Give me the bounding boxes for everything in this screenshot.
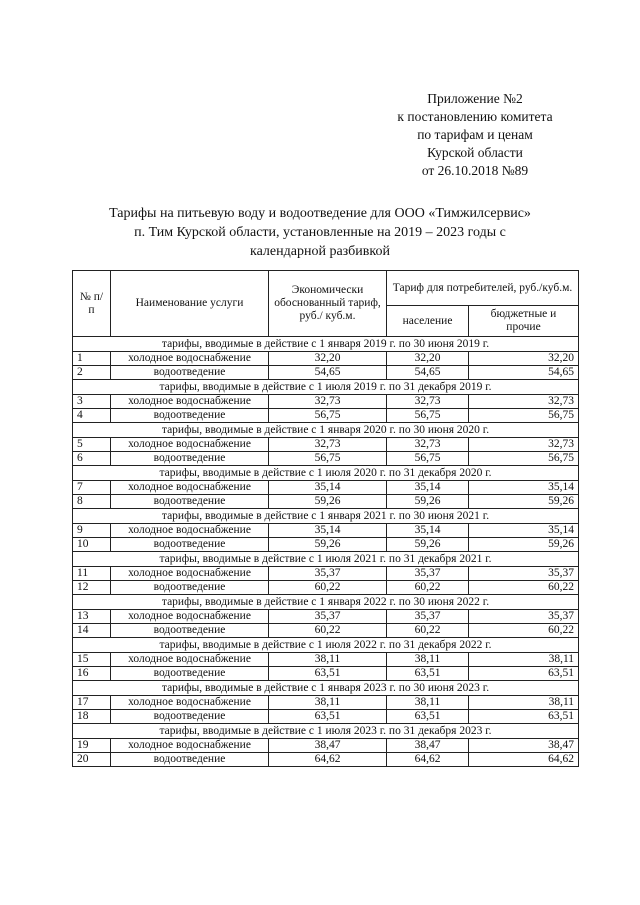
economic-tariff: 56,75 xyxy=(269,452,387,466)
period-row xyxy=(73,466,579,481)
table-row xyxy=(73,352,579,366)
row-number: 20 xyxy=(73,753,111,767)
period-row xyxy=(73,552,579,567)
budget-tariff: 56,75 xyxy=(469,452,579,466)
service-name: водоотведение xyxy=(111,538,269,552)
economic-tariff: 54,65 xyxy=(269,366,387,380)
row-number: 10 xyxy=(73,538,111,552)
service-name: водоотведение xyxy=(111,624,269,638)
tariff-table-body xyxy=(73,337,579,767)
population-tariff: 56,75 xyxy=(387,452,469,466)
population-tariff: 32,73 xyxy=(387,438,469,452)
population-tariff: 35,37 xyxy=(387,567,469,581)
service-name: холодное водоснабжение xyxy=(111,610,269,624)
header-consumers: Тариф для потребителей, руб./куб.м. xyxy=(387,271,579,306)
row-number: 5 xyxy=(73,438,111,452)
service-name: водоотведение xyxy=(111,667,269,681)
budget-tariff: 59,26 xyxy=(469,538,579,552)
economic-tariff: 38,11 xyxy=(269,653,387,667)
document-title xyxy=(70,204,570,261)
budget-tariff: 38,11 xyxy=(469,696,579,710)
budget-tariff: 35,14 xyxy=(469,524,579,538)
service-name: водоотведение xyxy=(111,710,269,724)
row-number: 17 xyxy=(73,696,111,710)
service-name: водоотведение xyxy=(111,366,269,380)
budget-tariff: 60,22 xyxy=(469,581,579,595)
population-tariff: 32,20 xyxy=(387,352,469,366)
row-number: 9 xyxy=(73,524,111,538)
economic-tariff: 32,73 xyxy=(269,395,387,409)
economic-tariff: 56,75 xyxy=(269,409,387,423)
period-row xyxy=(73,509,579,524)
table-row xyxy=(73,409,579,423)
table-row xyxy=(73,366,579,380)
population-tariff: 35,14 xyxy=(387,524,469,538)
row-number: 3 xyxy=(73,395,111,409)
table-row xyxy=(73,667,579,681)
row-number: 15 xyxy=(73,653,111,667)
population-tariff: 32,73 xyxy=(387,395,469,409)
title-line: Тарифы на питьевую воду и водоотведение для ООО «Тимжилсервис» xyxy=(109,206,531,221)
appendix-line: Приложение №2 xyxy=(427,91,523,106)
service-name: водоотведение xyxy=(111,581,269,595)
service-name: холодное водоснабжение xyxy=(111,567,269,581)
budget-tariff: 63,51 xyxy=(469,710,579,724)
budget-tariff: 56,75 xyxy=(469,409,579,423)
row-number: 18 xyxy=(73,710,111,724)
economic-tariff: 38,47 xyxy=(269,739,387,753)
period-label: тарифы, вводимые в действие с 1 июля 2021 г. по 31 декабря 2021 г. xyxy=(73,552,579,567)
tariff-table xyxy=(72,270,579,767)
table-row xyxy=(73,567,579,581)
row-number: 12 xyxy=(73,581,111,595)
period-label: тарифы, вводимые в действие с 1 января 2020 г. по 30 июня 2020 г. xyxy=(73,423,579,438)
population-tariff: 38,11 xyxy=(387,653,469,667)
row-number: 11 xyxy=(73,567,111,581)
service-name: водоотведение xyxy=(111,753,269,767)
population-tariff: 35,14 xyxy=(387,481,469,495)
period-label: тарифы, вводимые в действие с 1 января 2019 г. по 30 июня 2019 г. xyxy=(73,337,579,352)
header-population: население xyxy=(387,306,469,337)
table-row xyxy=(73,653,579,667)
period-label: тарифы, вводимые в действие с 1 июля 2020 г. по 31 декабря 2020 г. xyxy=(73,466,579,481)
table-row xyxy=(73,395,579,409)
population-tariff: 38,11 xyxy=(387,696,469,710)
population-tariff: 60,22 xyxy=(387,624,469,638)
economic-tariff: 38,11 xyxy=(269,696,387,710)
economic-tariff: 35,14 xyxy=(269,524,387,538)
table-row xyxy=(73,524,579,538)
row-number: 8 xyxy=(73,495,111,509)
header-service: Наименование услуги xyxy=(111,271,269,337)
table-row xyxy=(73,710,579,724)
budget-tariff: 32,73 xyxy=(469,438,579,452)
economic-tariff: 63,51 xyxy=(269,710,387,724)
period-label: тарифы, вводимые в действие с 1 июля 2019 г. по 31 декабря 2019 г. xyxy=(73,380,579,395)
table-row xyxy=(73,753,579,767)
budget-tariff: 64,62 xyxy=(469,753,579,767)
period-row xyxy=(73,595,579,610)
period-label: тарифы, вводимые в действие с 1 июля 2022 г. по 31 декабря 2022 г. xyxy=(73,638,579,653)
period-row xyxy=(73,380,579,395)
economic-tariff: 32,73 xyxy=(269,438,387,452)
service-name: холодное водоснабжение xyxy=(111,739,269,753)
population-tariff: 35,37 xyxy=(387,610,469,624)
budget-tariff: 63,51 xyxy=(469,667,579,681)
table-row xyxy=(73,739,579,753)
budget-tariff: 35,37 xyxy=(469,610,579,624)
service-name: холодное водоснабжение xyxy=(111,696,269,710)
service-name: холодное водоснабжение xyxy=(111,395,269,409)
appendix-line: Курской области xyxy=(427,145,523,160)
economic-tariff: 60,22 xyxy=(269,624,387,638)
table-row xyxy=(73,495,579,509)
economic-tariff: 35,37 xyxy=(269,567,387,581)
period-label: тарифы, вводимые в действие с 1 января 2022 г. по 30 июня 2022 г. xyxy=(73,595,579,610)
service-name: холодное водоснабжение xyxy=(111,352,269,366)
service-name: водоотведение xyxy=(111,409,269,423)
title-line: п. Тим Курской области, установленные на 2019 – 2023 годы с xyxy=(134,225,506,240)
service-name: холодное водоснабжение xyxy=(111,438,269,452)
population-tariff: 59,26 xyxy=(387,495,469,509)
title-line: календарной разбивкой xyxy=(250,244,390,259)
appendix-line: к постановлению комитета xyxy=(397,109,553,124)
population-tariff: 38,47 xyxy=(387,739,469,753)
population-tariff: 59,26 xyxy=(387,538,469,552)
period-row xyxy=(73,423,579,438)
economic-tariff: 63,51 xyxy=(269,667,387,681)
budget-tariff: 38,11 xyxy=(469,653,579,667)
period-label: тарифы, вводимые в действие с 1 января 2023 г. по 30 июня 2023 г. xyxy=(73,681,579,696)
table-row xyxy=(73,538,579,552)
population-tariff: 54,65 xyxy=(387,366,469,380)
budget-tariff: 38,47 xyxy=(469,739,579,753)
budget-tariff: 60,22 xyxy=(469,624,579,638)
table-row xyxy=(73,452,579,466)
budget-tariff: 59,26 xyxy=(469,495,579,509)
population-tariff: 56,75 xyxy=(387,409,469,423)
appendix-line: от 26.10.2018 №89 xyxy=(421,163,529,178)
row-number: 1 xyxy=(73,352,111,366)
economic-tariff: 35,14 xyxy=(269,481,387,495)
service-name: холодное водоснабжение xyxy=(111,653,269,667)
row-number: 6 xyxy=(73,452,111,466)
appendix-header xyxy=(360,90,590,180)
row-number: 14 xyxy=(73,624,111,638)
economic-tariff: 59,26 xyxy=(269,538,387,552)
population-tariff: 63,51 xyxy=(387,667,469,681)
header-num: № п/п xyxy=(73,271,111,337)
budget-tariff: 32,20 xyxy=(469,352,579,366)
row-number: 13 xyxy=(73,610,111,624)
table-row xyxy=(73,438,579,452)
appendix-line: по тарифам и ценам xyxy=(417,127,533,142)
period-label: тарифы, вводимые в действие с 1 января 2021 г. по 30 июня 2021 г. xyxy=(73,509,579,524)
table-row xyxy=(73,481,579,495)
economic-tariff: 35,37 xyxy=(269,610,387,624)
period-label: тарифы, вводимые в действие с 1 июля 2023 г. по 31 декабря 2023 г. xyxy=(73,724,579,739)
row-number: 2 xyxy=(73,366,111,380)
row-number: 16 xyxy=(73,667,111,681)
row-number: 4 xyxy=(73,409,111,423)
header-economic: Экономически обоснованный тариф, руб./ куб.м. xyxy=(269,271,387,337)
row-number: 7 xyxy=(73,481,111,495)
service-name: холодное водоснабжение xyxy=(111,524,269,538)
header-budget: бюджетные и прочие xyxy=(469,306,579,337)
economic-tariff: 60,22 xyxy=(269,581,387,595)
budget-tariff: 35,14 xyxy=(469,481,579,495)
budget-tariff: 32,73 xyxy=(469,395,579,409)
table-row xyxy=(73,610,579,624)
table-row xyxy=(73,624,579,638)
population-tariff: 60,22 xyxy=(387,581,469,595)
service-name: холодное водоснабжение xyxy=(111,481,269,495)
period-row xyxy=(73,638,579,653)
period-row xyxy=(73,337,579,352)
service-name: водоотведение xyxy=(111,452,269,466)
budget-tariff: 54,65 xyxy=(469,366,579,380)
table-row xyxy=(73,581,579,595)
economic-tariff: 32,20 xyxy=(269,352,387,366)
table-row xyxy=(73,696,579,710)
period-row xyxy=(73,681,579,696)
row-number: 19 xyxy=(73,739,111,753)
population-tariff: 64,62 xyxy=(387,753,469,767)
period-row xyxy=(73,724,579,739)
economic-tariff: 59,26 xyxy=(269,495,387,509)
budget-tariff: 35,37 xyxy=(469,567,579,581)
economic-tariff: 64,62 xyxy=(269,753,387,767)
service-name: водоотведение xyxy=(111,495,269,509)
population-tariff: 63,51 xyxy=(387,710,469,724)
